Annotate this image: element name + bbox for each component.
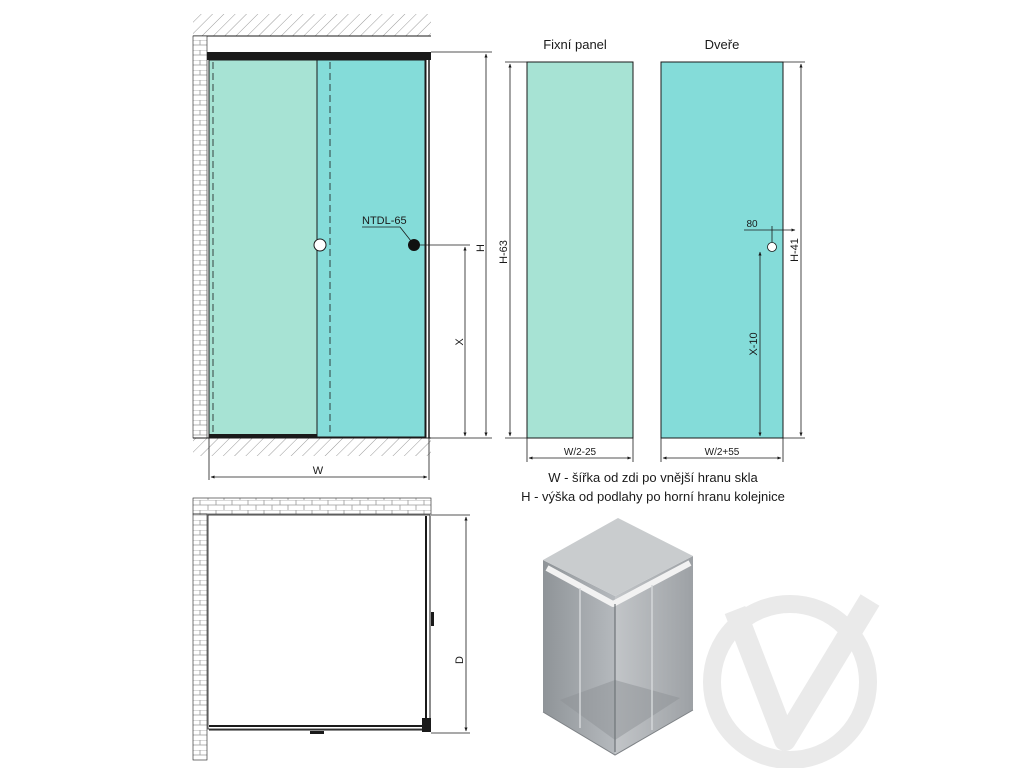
brand-watermark-logo xyxy=(712,600,870,760)
hole-offset-label: 80 xyxy=(746,219,758,230)
door-hole xyxy=(768,243,777,252)
legend-h-line: H - výška od podlahy po horní hranu kolejnice xyxy=(521,489,785,504)
h41-dimension-label: H-41 xyxy=(789,238,801,262)
legend-w-line: W - šířka od zdi po vnější hranu skla xyxy=(548,470,758,485)
w-dimension-label: W xyxy=(312,465,324,477)
door-width-label: W/2+55 xyxy=(704,447,740,458)
plan-side-wall-brick xyxy=(193,514,207,760)
plan-handle-side xyxy=(431,612,434,626)
fixed-glass-panel xyxy=(209,60,317,437)
bottom-seal xyxy=(209,434,317,437)
panel-width-label: W/2-25 xyxy=(563,447,597,458)
plan-view xyxy=(193,498,470,760)
fixed-panel-handle-circle xyxy=(314,239,326,251)
plan-enclosure-outline xyxy=(208,515,430,729)
fixed-panel-detail xyxy=(498,37,633,462)
door-handle-hole xyxy=(408,239,420,251)
x-dimension-label: X xyxy=(454,338,466,346)
door-glass xyxy=(661,62,783,438)
h63-dimension-label: H-63 xyxy=(498,240,510,264)
plan-back-wall-brick xyxy=(193,498,431,514)
hole-label: NTDL-65 xyxy=(362,215,407,227)
plan-handle-front xyxy=(310,731,324,734)
floor-hatch xyxy=(193,438,431,456)
enclosure-3d-render xyxy=(543,518,693,755)
x10-dimension-label: X-10 xyxy=(748,332,760,356)
left-wall-brick xyxy=(193,36,207,438)
plan-corner-profile xyxy=(422,718,431,732)
d-dimension-label: D xyxy=(454,656,466,664)
front-view xyxy=(193,14,492,480)
fixed-panel-title: Fixní panel xyxy=(543,37,607,52)
top-rail xyxy=(207,52,431,60)
door-title: Dveře xyxy=(704,37,740,52)
ceiling-hatch xyxy=(193,14,431,36)
h-dimension-label: H xyxy=(475,244,487,252)
door-detail xyxy=(661,37,805,462)
fixed-panel-glass xyxy=(527,62,633,438)
